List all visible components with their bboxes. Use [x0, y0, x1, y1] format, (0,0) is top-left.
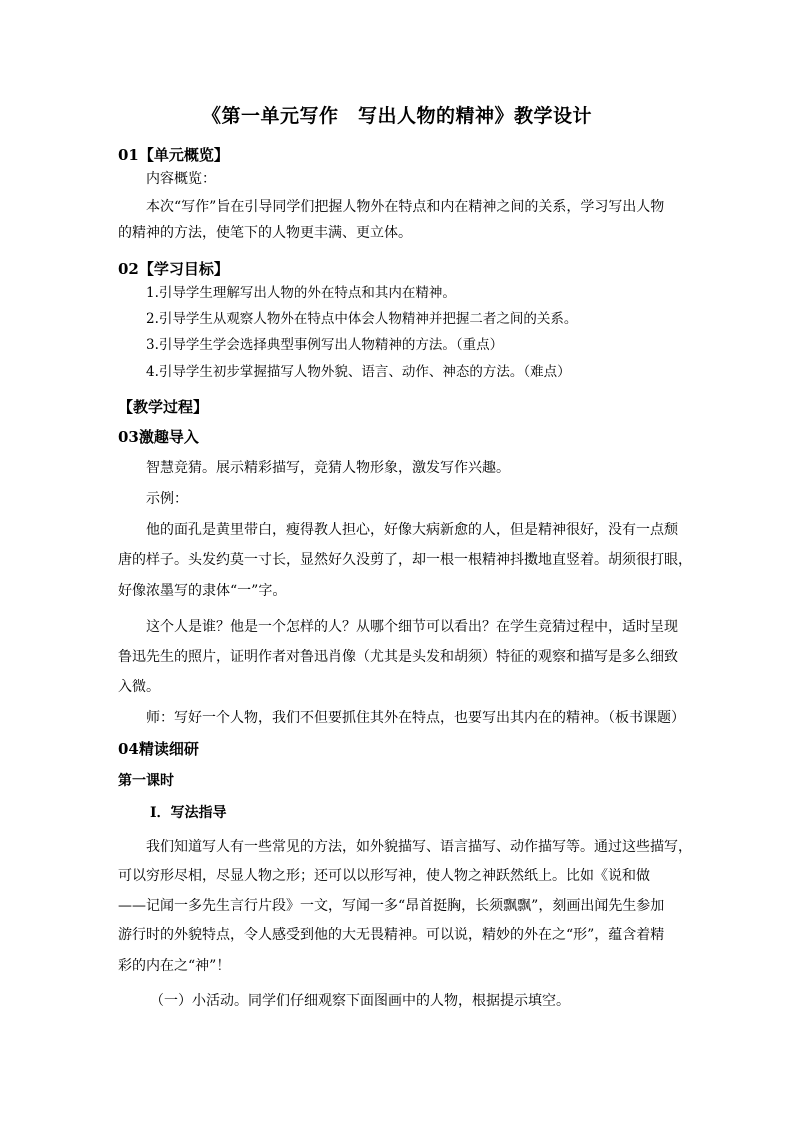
overview-line: 的精神的方法，使笔下的人物更丰满、更立体。 — [118, 225, 412, 241]
teaching-process-heading: 【教学过程】 — [118, 398, 209, 416]
guide-line: 彩的内在之“神”！ — [118, 958, 231, 974]
activity-prompt: （一）小活动。同学们仔细观察下面图画中的人物，根据提示填空。 — [150, 993, 570, 1009]
content-overview-label: 内容概览： — [146, 171, 216, 187]
example-label: 示例： — [146, 491, 188, 507]
guide-line: 我们知道写人有一些常见的方法，如外貌描写、语言描写、动作描写等。通过这些描写， — [146, 839, 692, 855]
overview-line: 本次“写作”旨在引导同学们把握人物外在特点和内在精神之间的关系，学习写出人物 — [146, 199, 665, 215]
section-heading-intro: 03激趣导入 — [118, 428, 199, 446]
section-heading-close-reading: 04精读细研 — [118, 740, 199, 758]
example-line: 他的面孔是黄里带白，瘦得教人担心，好像大病新愈的人，但是精神很好，没有一点颓 — [146, 522, 678, 538]
guide-line: 游行时的外貌特点，令人感受到他的大无畏精神。可以说，精妙的外在之“形”，蕴含着精 — [118, 927, 665, 943]
teacher-remark: 师：写好一个人物，我们不但要抓住其外在特点，也要写出其内在的精神。（板书课题） — [146, 710, 685, 726]
goal-item: 4.引导学生初步掌握描写人物外貌、语言、动作、神态的方法。（难点） — [146, 364, 571, 380]
question-line: 鲁迅先生的照片，证明作者对鲁迅肖像（尤其是头发和胡须）特征的观察和描写是多么细致 — [118, 649, 678, 665]
section-heading-learning-goals: 02【学习目标】 — [118, 260, 229, 278]
goal-item: 2.引导学生从观察人物外在特点中体会人物精神并把握二者之间的关系。 — [146, 311, 578, 327]
goal-item: 1.引导学生理解写出人物的外在特点和其内在精神。 — [146, 285, 456, 301]
subheading-writing-guide: Ⅰ．写法指导 — [150, 805, 227, 821]
guide-line: 可以穷形尽相，尽显人物之形；还可以以形写神，使人物之神跃然纸上。比如《说和做 — [118, 868, 650, 884]
question-line: 这个人是谁？他是一个怎样的人？从哪个细节可以看出？在学生竞猜过程中，适时呈现 — [146, 619, 678, 635]
intro-paragraph: 智慧竞猜。展示精彩描写，竞猜人物形象，激发写作兴趣。 — [146, 460, 510, 476]
lesson-label: 第一课时 — [118, 773, 174, 789]
goal-item: 3.引导学生学会选择典型事例写出人物精神的方法。（重点） — [146, 337, 504, 353]
example-line: 唐的样子。头发约莫一寸长，显然好久没剪了，却一根一根精神抖擞地直竖着。胡须很打眼， — [118, 552, 692, 568]
example-line: 好像浓墨写的隶体“一”字。 — [118, 583, 287, 599]
page-title: 《第一单元写作 写出人物的精神》教学设计 — [201, 105, 592, 127]
question-line: 入微。 — [118, 679, 160, 695]
section-heading-unit-overview: 01【单元概览】 — [118, 146, 229, 164]
guide-line: ——记闻一多先生言行片段》一文，写闻一多“昂首挺胸，长须飘飘”，刻画出闻先生参加 — [118, 898, 665, 914]
